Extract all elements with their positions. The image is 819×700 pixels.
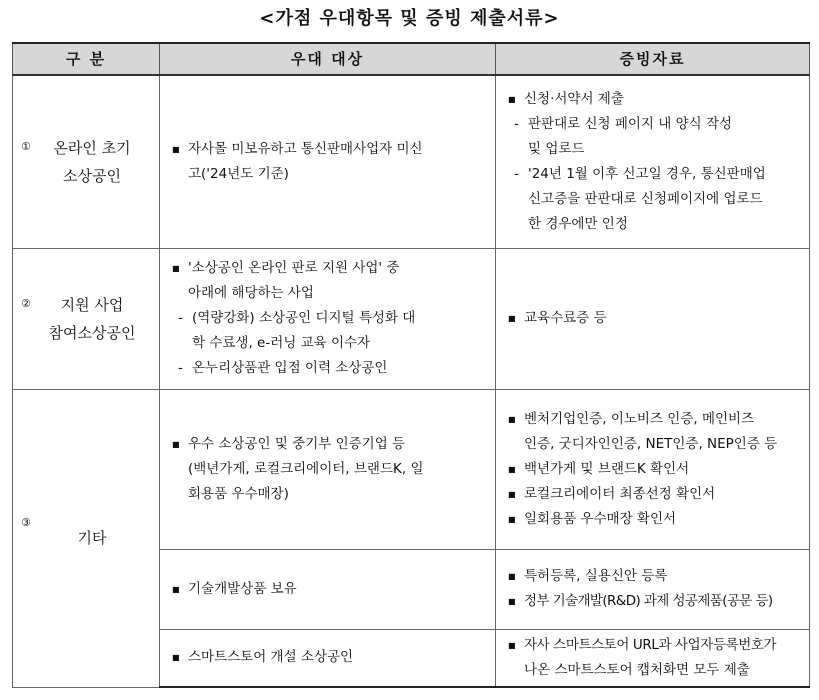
bullet-item: ■ 일회용품 우수매장 확인서	[508, 507, 799, 532]
row-number: ①	[21, 140, 31, 153]
bullet-item: ■ 백년가게 및 브랜드K 확인서	[508, 457, 799, 482]
header-row	[13, 43, 810, 75]
evidence-cell	[496, 248, 810, 389]
evidence-cell	[496, 549, 810, 629]
row-number: ③	[21, 515, 31, 529]
target-cell	[160, 629, 496, 687]
continuation-text: (백년가게, 로컬크리에이터, 브랜드K, 일	[188, 460, 424, 477]
bullet-item: ■ 벤처기업인증, 이노비즈 인증, 메인비즈	[508, 407, 799, 432]
continuation-text: 학 수료생, e-러닝 교육 이수자	[192, 335, 371, 351]
dash-item: - '24년 1월 이후 신고일 경우, 통신판매업	[508, 162, 799, 187]
continuation-text: 나온 스마트스토어 캡처화면 모두 제출	[524, 661, 750, 678]
target-cell	[160, 549, 496, 629]
table-row	[13, 75, 810, 248]
page-title: <가점 우대항목 및 증빙 제출서류>	[259, 8, 560, 29]
evidence-cell	[496, 75, 810, 248]
row-number: ②	[21, 296, 31, 310]
dash-item: - 판판대로 신청 페이지 내 양식 작성	[508, 112, 799, 137]
target-cell	[160, 248, 496, 389]
bullet-item: ■ 정부 기술개발(R&D) 과제 성공제품(공문 등)	[508, 589, 799, 614]
bullet-item: ■ 자사 스마트스토어 URL과 사업자등록번호가	[508, 633, 799, 658]
preference-table	[12, 42, 810, 688]
bullet-item: ■ 자사몰 미보유하고 통신판매사업자 미신	[172, 137, 485, 162]
target-cell	[160, 75, 496, 248]
category-cell	[13, 389, 160, 687]
category-line: 온라인 초기	[53, 138, 131, 157]
category-line: 기타	[77, 529, 107, 547]
continuation-text: 및 업로드	[528, 140, 585, 157]
continuation-text: 아래에 해당하는 사업	[188, 285, 314, 301]
category-cell	[13, 75, 160, 248]
table-row	[13, 248, 810, 389]
bullet-item: ■ 교육수료증 등	[508, 306, 799, 331]
bullet-item: ■ 특허등록, 실용신안 등록	[508, 564, 799, 589]
continuation-text: 신고증을 판판대로 신청페이지에 업로드	[528, 190, 763, 207]
continuation-text: 회용품 우수매장)	[188, 485, 289, 502]
category-line: 참여소상공인	[48, 323, 136, 342]
bullet-item: ■ '소상공인 온라인 판로 지원 사업' 중	[172, 256, 485, 281]
continuation-text: 인증, 굿디자인인증, NET인증, NEP인증 등	[524, 435, 778, 452]
bullet-item: ■ 신청·서약서 제출	[508, 87, 799, 112]
header-target: 우대 대상	[160, 43, 496, 75]
target-cell	[160, 389, 496, 549]
category-cell	[13, 248, 160, 389]
dash-item: - (역량강화) 소상공인 디지털 특성화 대	[172, 306, 485, 331]
bullet-item: ■ 기술개발상품 보유	[172, 577, 485, 602]
bullet-item: ■ 스마트스토어 개설 소상공인	[172, 645, 485, 670]
evidence-cell	[496, 389, 810, 549]
continuation-text: 한 경우에만 인정	[528, 215, 628, 232]
header-evidence: 증빙자료	[496, 43, 810, 75]
header-category: 구 분	[13, 43, 160, 75]
category-line: 소상공인	[63, 166, 121, 185]
table-row	[13, 389, 810, 549]
category-line: 지원 사업	[60, 295, 124, 314]
bullet-item: ■ 우수 소상공인 및 중기부 인증기업 등	[172, 432, 485, 457]
continuation-text: 고('24년도 기준)	[188, 165, 289, 182]
bullet-item: ■ 로컬크리에이터 최종선정 확인서	[508, 482, 799, 507]
evidence-cell	[496, 629, 810, 687]
dash-item: - 온누리상품관 입점 이력 소상공인	[172, 356, 485, 381]
